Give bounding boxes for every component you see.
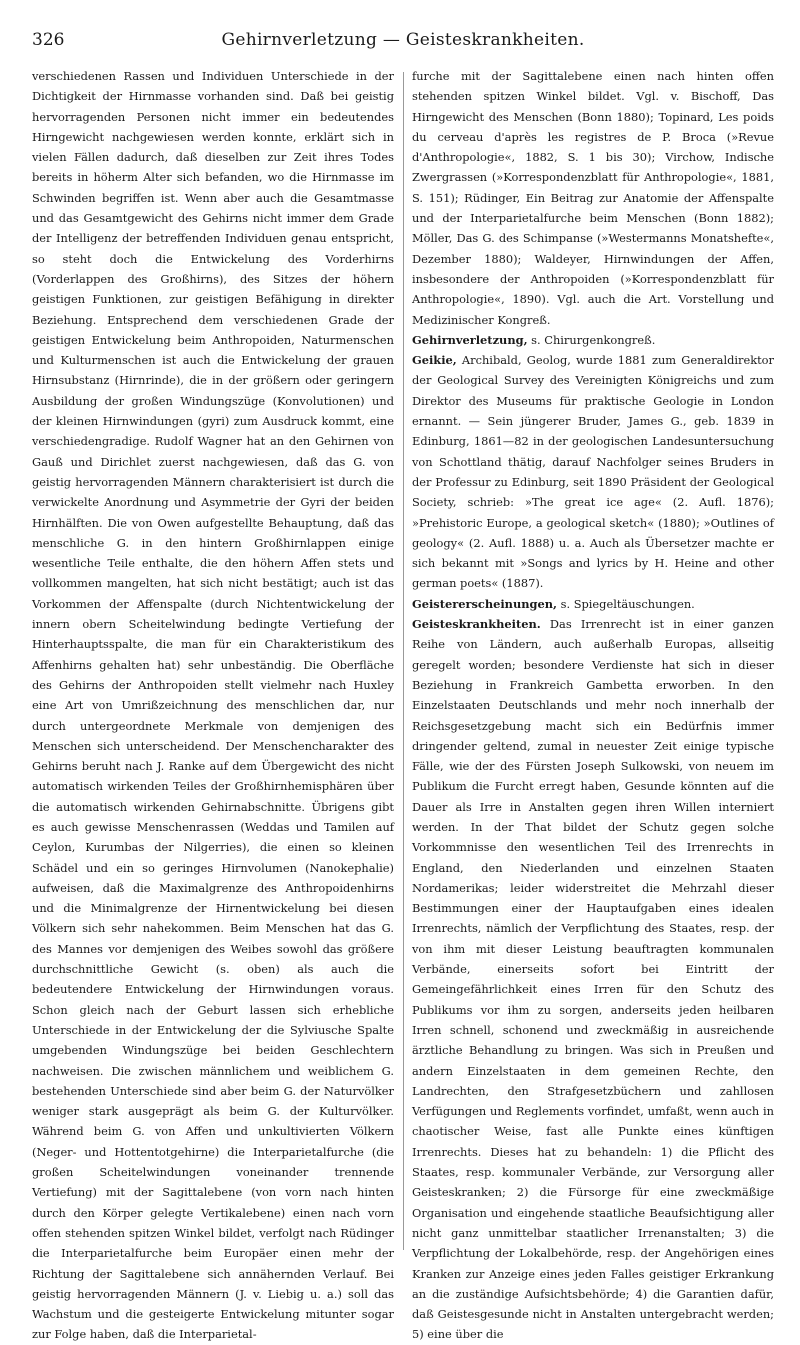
entry-text: s. Spiegeltäuschungen. [556,596,695,611]
entry-geisteskrankheiten [412,614,774,1345]
entry-lemma: Geikie, [412,353,457,368]
entry-text: s. Chirurgenkongreß. [527,332,656,347]
entry-lemma: Gehirnverletzung, [412,332,528,347]
dictionary-page [32,24,774,1342]
entry-geikie [412,350,774,594]
column-divider [403,72,404,1250]
running-title: Gehirnverletzung — Geisteskrankheiten. [221,30,585,50]
entry-lemma: Geisteskrankheiten. [412,617,541,632]
right-column-intro: furche mit der Sagittalebene einen nach hinten offen stehenden spitzen Winkel bildet. Vgl. v. Bischoff, Das Hirngewicht des Menschen (Bonn 1880); Topinard, Les poids du cerveau d'après les registres de P. Broca (»Revue d'Anthropologie«, 1882, S. 1 bis 30); Virchow, Indische Zwergrassen (»Korrespondenzblatt für Anthropologie«, 1881, S. 151); Rüdinger, Ein Beitrag zur Anatomie der Affenspalte und der Interparietalfurche beim Menschen (Bonn 1882); Möller, Das G. des Schimpanse (»Westermanns Monatshefte«, Dezember 1880); Waldeyer, Hirnwindungen der Affen, insbesondere der Anthropoiden (»Korrespondenzblatt für Anthropologie«, 1890). Vgl. auch die Art. Vorstellung und Medizinischer Kongreß. [412,69,774,327]
entry-lemma: Geistererscheinungen, [412,596,557,611]
left-column-text: verschiedenen Rassen und Individuen Unterschiede in der Dichtigkeit der Hirnmasse vorhanden sind. Daß bei geistig hervorragenden Personen nicht immer ein bedeutendes Hirngewicht nachgewiesen werden konnte, erklärt sich in vielen Fällen dadurch, daß dieselben zur Zeit ihres Todes bereits in höherm Alter sich befanden, wo die Hirnmasse im Schwinden begriffen ist. Wenn aber auch die Gesamtmasse und das Gesamtgewicht des Gehirns nicht immer dem Grade der Intelligenz der betreffenden Individuen genau entspricht, so steht doch die Entwickelung des Vorderhirns (Vorderlappen des Großhirns), des Sitzes der höhern geistigen Funktionen, zur geistigen Befähigung in direkter Beziehung. Entsprechend dem verschiedenen Grade der geistigen Entwickelung beim Anthropoiden, Naturmenschen und Kulturmenschen ist auch die Entwickelung der grauen Hirnsubstanz (Hirnrinde), die in der größern oder geringern Ausbildung der großen Windungszüge (Konvolutionen) und der kleinen Hirnwindungen (gyri) zum Ausdruck kommt, eine verschiedengradige. Rudolf Wagner hat an den Gehirnen von Gauß und Dirichlet zuerst nachgewiesen, daß das G. von geistig hervorragenden Männern charakterisiert ist durch die verwickelte Anordnung und Asymmetrie der Gyri der beiden Hirnhälften. Die von Owen aufgestellte Behauptung, daß das menschliche G. in den hintern Großhirnlappen einige wesentliche Teile enthalte, die den höhern Affen stets und vollkommen mangelten, hat sich nicht bestätigt; auch ist das Vorkommen der Affenspalte (durch Nichtentwickelung der innern obern Scheitelwindung bedingte Vertiefung der Hinterhauptsspalte, die man für ein Charakteristikum des Affenhirns gehalten hat) sehr unbeständig. Die Oberfläche des Gehirns der Anthropoiden stellt vielmehr nach Huxley eine Art von Umrißzeichnung des menschlichen dar, nur durch untergeordnete Merkmale von demjenigen des Menschen sich unterscheidend. Der Menschencharakter des Gehirns beruht nach J. Ranke auf dem Übergewicht des nicht automatisch wirkenden Teiles der Großhirnhemisphären über die automatisch wirkenden Gehirnabschnitte. Übrigens gibt es auch gewisse Menschenrassen (Weddas und Tamilen auf Ceylon, Kurumbas der Nilgerries), die einen so kleinen Schädel und ein so geringes Hirnvolumen (Nanokephalie) aufweisen, daß die Maximalgrenze des Anthropoidenhirns und die Minimalgrenze der Hirnentwickelung bei diesen Völkern sich sehr nahekommen. Beim Menschen hat das G. des Mannes vor demjenigen des Weibes sowohl das größere durchschnittliche Gewicht (s. oben) als auch die bedeutendere Entwickelung der Hirnwindungen voraus. Schon gleich nach der Geburt lassen sich erhebliche Unterschiede in der Entwickelung der die Sylviusche Spalte umgebenden Windungszüge bei beiden Geschlechtern nachweisen. Die zwischen männlichem und weiblichem G. bestehenden Unterschiede sind aber beim G. der Naturvölker weniger stark ausgeprägt als beim G. der Kulturvölker. Während beim G. von Affen und unkultivierten Völkern (Neger- und Hottentotgehirne) die Interparietalfurche (die großen Scheitelwindungen voneinander trennende Vertiefung) mit der Sagittalebene (von vorn nach hinten durch den Körper gelegte Vertikalebene) einen nach vorn offen stehenden spitzen Winkel bildet, verfolgt nach Rüdinger die Interparietalfurche beim Europäer einen mehr der Richtung der Sagittalebene sich annähernden Verlauf. Bei geistig hervorragenden Männern (J. v. Liebig u. a.) soll das Wachstum und die gesteigerte Entwickelung mitunter sogar zur Folge haben, daß die Interparietal- [32,69,394,1342]
page-number: 326 [32,30,65,50]
entry-text: Das Irrenrecht ist in einer ganzen Reihe von Ländern, auch außerhalb Europas, allseitig geregelt worden; besondere Verdienste hat sich in dieser Beziehung in Frankreich Gambetta erworben. In den Einzelstaaten Deutschlands und mehr noch innerhalb der Reichsgesetzgebung macht sich ein Bedürfnis immer dringender geltend, zumal in neuester Zeit einige typische Fälle, wie der des Fürsten Joseph Sulkowski, von neuem im Publikum die Furcht erregt haben, Gesunde könnten auf die Dauer als Irre in Anstalten gegen ihren Willen interniert werden. In der That bildet der Schutz gegen solche Vorkommnisse den wesentlichen Teil des Irrenrechts in England, den Niederlanden und einzelnen Staaten Nordamerikas; leider widerstreitet die Mehrzahl dieser Bestimmungen einer der Hauptaufgaben eines idealen Irrenrechts, nämlich der Verpflichtung des Staates, resp. der von ihm mit dieser Leistung beauftragten kommunalen Verbände, einerseits sofort bei Eintritt der Gemeingefährlichkeit eines Irren für den Schutz des Publikums vor ihm zu sorgen, anderseits jeden heilbaren Irren schnell, schonend und zweckmäßig in ausreichende ärztliche Behandlung zu bringen. Was sich in Preußen und andern Einzelstaaten in dem gemeinen Rechte, den Landrechten, den Strafgesetzbüchern und zahllosen Verfügungen und Reglements vorfindet, umfaßt, wenn auch in chaotischer Weise, fast alle Punkte eines künftigen Irrenrechts. Dieses hat zu behandeln: 1) die Pflicht des Staates, resp. kommunaler Verbände, zur Versorgung aller Geisteskranken; 2) die Fürsorge für eine zweckmäßige Organisation und eingehende staatliche Beaufsichtigung aller nicht ganz unmittelbar staatlicher Irrenanstalten; 3) die Verpflichtung der Lokalbehörde, resp. der Angehörigen eines Kranken zur Anzeige eines jeden Falles geistiger Erkrankung an die zuständige Aufsichtsbehörde; 4) die Garantien dafür, daß Geistesgesunde nicht in Anstalten untergebracht werden; 5) eine über die [412,617,774,1342]
entry-text: Archibald, Geolog, wurde 1881 zum Generaldirektor der Geological Survey des Vereinigten Königreichs und zum Direktor des Museums für praktische Geologie in London ernannt. — Sein jüngerer Bruder, James G., geb. 1839 in Edinburg, 1861—82 in der geologischen Landesuntersuchung von Schottland thätig, darauf Nachfolger seines Bruders in der Professur zu Edinburg, seit 1890 Präsident der Geological Society, schrieb: »The great ice age« (2. Aufl. 1876); »Prehistoric Europe, a geological sketch« (1880); »Outlines of geology« (2. Aufl. 1888) u. a. Auch als Übersetzer machte er sich bekannt mit »Songs and lyrics by H. Heine and other german poets« (1887). [412,353,774,591]
right-column [412,66,774,1342]
page-header [32,24,774,56]
left-column [32,66,394,1342]
entry-gehirnverletzung [412,330,774,350]
entry-geistererscheinungen [412,594,774,614]
